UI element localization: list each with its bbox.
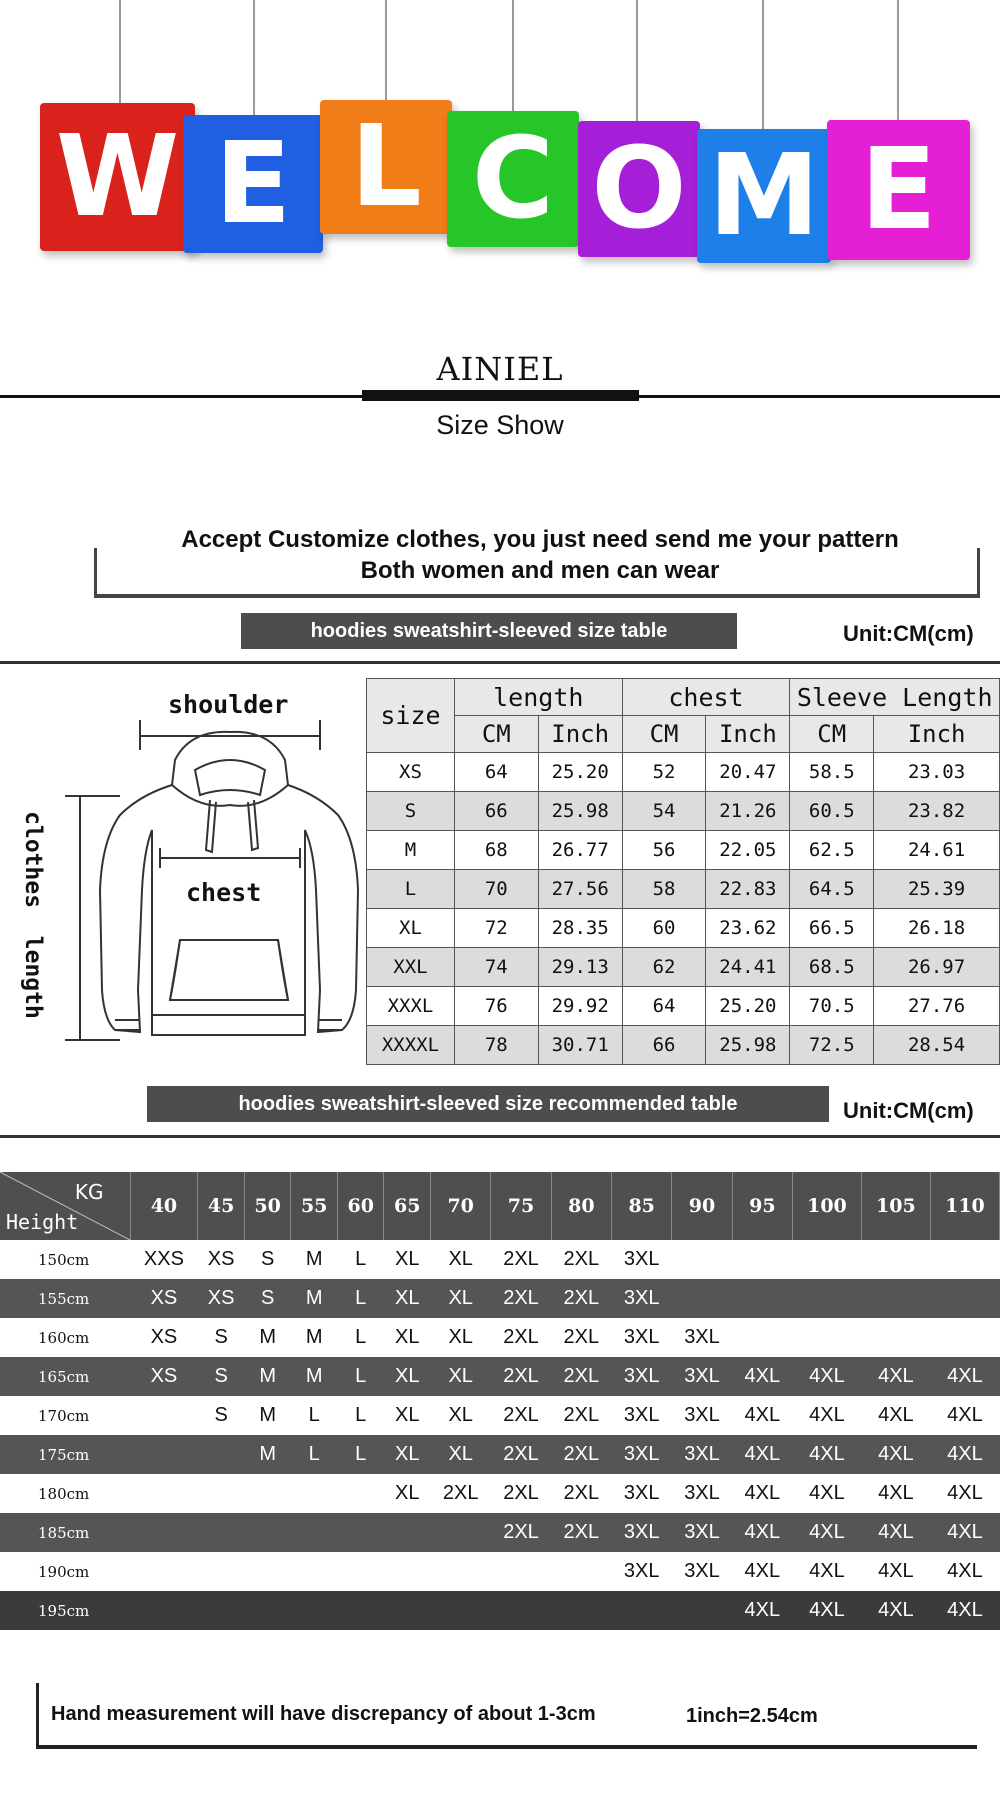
inch-subheader: Inch [706, 716, 790, 753]
discrepancy-note: Hand measurement will have discrepancy of about 1-3cm [51, 1703, 596, 1725]
recommended-row [0, 1396, 1000, 1435]
measurement-cell: 22.05 [706, 831, 790, 870]
size-recommendation-cell: 2XL [551, 1396, 611, 1435]
size-recommendation-cell: M [244, 1357, 291, 1396]
size-recommendation-cell [930, 1240, 999, 1279]
height-cell: 170cm [0, 1396, 130, 1435]
size-recommendation-cell: 2XL [551, 1435, 611, 1474]
weight-header: 80 [551, 1172, 611, 1240]
measurement-cell: 58.5 [790, 753, 874, 792]
size-recommendation-cell: 4XL [861, 1474, 930, 1513]
size-recommendation-cell: 4XL [861, 1513, 930, 1552]
size-recommendation-cell: 3XL [672, 1513, 732, 1552]
shoulder-label: shoulder [168, 690, 289, 719]
size-recommendation-cell: XS [130, 1357, 198, 1396]
size-recommendation-cell: 4XL [861, 1357, 930, 1396]
size-recommendation-cell [672, 1279, 732, 1318]
recommended-row [0, 1240, 1000, 1279]
size-recommendation-cell: 2XL [491, 1396, 551, 1435]
size-recommendation-cell: L [291, 1435, 338, 1474]
size-recommendation-cell [130, 1513, 198, 1552]
measurement-cell: 21.26 [706, 792, 790, 831]
size-recommendation-cell [337, 1513, 384, 1552]
size-recommendation-cell: L [337, 1396, 384, 1435]
weight-header: 110 [930, 1172, 999, 1240]
notice-line-2: Both women and men can wear [360, 557, 720, 584]
size-recommendation-cell: L [337, 1318, 384, 1357]
chest-header: chest [622, 679, 790, 716]
size-recommendation-cell: 4XL [861, 1552, 930, 1591]
size-recommendation-cell: 4XL [732, 1474, 792, 1513]
size-recommendation-cell: 3XL [672, 1474, 732, 1513]
size-recommendation-cell: XL [431, 1318, 491, 1357]
weight-header: 105 [861, 1172, 930, 1240]
size-recommendation-cell [672, 1591, 732, 1630]
inch-subheader: Inch [874, 716, 1000, 753]
size-recommendation-cell: 4XL [792, 1396, 861, 1435]
hoodie-diagram [20, 690, 365, 1070]
size-recommendation-cell: M [244, 1318, 291, 1357]
welcome-card-e2: E [827, 120, 970, 260]
recommended-row [0, 1552, 1000, 1591]
size-recommendation-cell [198, 1552, 245, 1591]
measurement-cell: 26.77 [538, 831, 622, 870]
size-recommendation-cell: 4XL [732, 1357, 792, 1396]
height-cell: 150cm [0, 1240, 130, 1279]
size-recommendation-cell [930, 1279, 999, 1318]
size-recommendation-cell [244, 1552, 291, 1591]
weight-header: 45 [198, 1172, 245, 1240]
size-cell: XXXL [367, 987, 455, 1026]
measurement-cell: 62.5 [790, 831, 874, 870]
size-recommendation-cell: 3XL [612, 1279, 672, 1318]
size-recommendation-cell [792, 1318, 861, 1357]
size-recommendation-cell: 4XL [732, 1396, 792, 1435]
size-recommendation-cell: 2XL [551, 1318, 611, 1357]
measurement-cell: 30.71 [538, 1026, 622, 1065]
size-recommendation-cell: 3XL [672, 1396, 732, 1435]
hanging-string [512, 0, 514, 116]
size-recommendation-cell: XL [384, 1435, 431, 1474]
size-recommendation-cell [384, 1591, 431, 1630]
welcome-card-m: M [697, 129, 831, 263]
measurement-cell: 70 [454, 870, 538, 909]
height-cell: 190cm [0, 1552, 130, 1591]
size-recommendation-cell [291, 1552, 338, 1591]
size-recommendation-cell: 4XL [930, 1357, 999, 1396]
size-recommendation-cell: 2XL [551, 1513, 611, 1552]
size-recommendation-cell: M [244, 1396, 291, 1435]
weight-header: 70 [431, 1172, 491, 1240]
size-row [367, 1026, 1000, 1065]
measurement-cell: 23.82 [874, 792, 1000, 831]
size-cell: XS [367, 753, 455, 792]
size-recommendation-cell [792, 1240, 861, 1279]
size-recommendation-cell: 4XL [930, 1474, 999, 1513]
weight-header: 60 [337, 1172, 384, 1240]
height-cell: 160cm [0, 1318, 130, 1357]
size-recommendation-cell: 2XL [491, 1435, 551, 1474]
height-label: Height [6, 1210, 79, 1234]
size-recommendation-cell: XL [431, 1396, 491, 1435]
weight-header: 95 [732, 1172, 792, 1240]
size-row [367, 948, 1000, 987]
size-recommendation-cell: 4XL [792, 1591, 861, 1630]
measurement-cell: 29.13 [538, 948, 622, 987]
measurement-cell: 27.56 [538, 870, 622, 909]
measurement-cell: 68.5 [790, 948, 874, 987]
size-row [367, 792, 1000, 831]
size-recommendation-cell: L [337, 1279, 384, 1318]
size-recommendation-cell: L [337, 1435, 384, 1474]
hanging-string [253, 0, 255, 120]
size-recommendation-cell: 3XL [612, 1240, 672, 1279]
height-cell: 155cm [0, 1279, 130, 1318]
inch-conversion-note: 1inch=2.54cm [686, 1705, 818, 1727]
measurement-cell: 76 [454, 987, 538, 1026]
size-row [367, 831, 1000, 870]
size-recommendation-cell: 4XL [930, 1435, 999, 1474]
measurement-cell: 52 [622, 753, 706, 792]
measurement-cell: 60 [622, 909, 706, 948]
measurement-cell: 22.83 [706, 870, 790, 909]
size-recommendation-cell: 2XL [491, 1318, 551, 1357]
welcome-card-c: C [447, 111, 579, 247]
measurement-cell: 62 [622, 948, 706, 987]
weight-header: 85 [612, 1172, 672, 1240]
size-recommendation-cell: S [198, 1396, 245, 1435]
size-recommendation-cell: 4XL [792, 1435, 861, 1474]
size-recommendation-cell [291, 1474, 338, 1513]
size-recommendation-cell [792, 1279, 861, 1318]
sleeve-header: Sleeve Length [790, 679, 1000, 716]
page-subtitle: Size Show [436, 410, 564, 440]
measurement-cell: 56 [622, 831, 706, 870]
measurement-cell: 66.5 [790, 909, 874, 948]
size-recommendation-cell [337, 1552, 384, 1591]
hanging-string [385, 0, 387, 106]
weight-header: 90 [672, 1172, 732, 1240]
height-cell: 195cm [0, 1591, 130, 1630]
size-recommendation-cell: 3XL [672, 1318, 732, 1357]
section-divider [0, 1135, 1000, 1138]
size-recommendation-cell: S [198, 1318, 245, 1357]
measurement-cell: 23.62 [706, 909, 790, 948]
size-recommendation-cell: 4XL [732, 1552, 792, 1591]
size-recommendation-cell: 3XL [612, 1357, 672, 1396]
measurement-cell: 60.5 [790, 792, 874, 831]
measurement-cell: 24.41 [706, 948, 790, 987]
size-recommendation-cell: 2XL [491, 1240, 551, 1279]
size-recommendation-cell: 3XL [672, 1435, 732, 1474]
size-recommendation-cell [861, 1279, 930, 1318]
size-recommendation-cell [130, 1591, 198, 1630]
size-recommendation-cell: XL [431, 1357, 491, 1396]
size-recommendation-cell: 3XL [672, 1357, 732, 1396]
size-recommendation-cell: XL [384, 1396, 431, 1435]
size-recommendation-cell [612, 1591, 672, 1630]
measurement-cell: 66 [622, 1026, 706, 1065]
size-recommendation-cell [130, 1396, 198, 1435]
size-recommendation-cell [244, 1513, 291, 1552]
weight-header: 40 [130, 1172, 198, 1240]
recommended-table-banner: hoodies sweatshirt-sleeved size recommended table [147, 1086, 829, 1122]
recommended-row [0, 1513, 1000, 1552]
weight-header: 55 [291, 1172, 338, 1240]
hanging-string [119, 0, 121, 108]
size-recommendation-cell: XXS [130, 1240, 198, 1279]
size-row [367, 870, 1000, 909]
recommended-table [0, 1172, 1000, 1630]
size-row [367, 987, 1000, 1026]
size-recommendation-cell [291, 1513, 338, 1552]
size-recommendation-cell [491, 1591, 551, 1630]
weight-header: 75 [491, 1172, 551, 1240]
measurement-cell: 25.20 [538, 753, 622, 792]
size-table-banner: hoodies sweatshirt-sleeved size table [241, 613, 737, 649]
size-recommendation-cell [384, 1513, 431, 1552]
measurement-cell: 64 [622, 987, 706, 1026]
size-recommendation-cell [291, 1591, 338, 1630]
measurement-cell: 25.20 [706, 987, 790, 1026]
measurement-cell: 70.5 [790, 987, 874, 1026]
kg-label: KG [74, 1180, 104, 1204]
recommended-row [0, 1591, 1000, 1630]
size-recommendation-cell: M [291, 1357, 338, 1396]
size-recommendation-cell [384, 1552, 431, 1591]
length-header: length [454, 679, 622, 716]
size-recommendation-cell: M [291, 1318, 338, 1357]
size-recommendation-cell: 2XL [491, 1357, 551, 1396]
size-recommendation-cell: 2XL [551, 1240, 611, 1279]
weight-header: 100 [792, 1172, 861, 1240]
size-cell: L [367, 870, 455, 909]
size-recommendation-cell: L [337, 1357, 384, 1396]
header-divider-bar [362, 390, 639, 401]
size-cell: S [367, 792, 455, 831]
size-recommendation-cell [930, 1318, 999, 1357]
measurement-cell: 28.35 [538, 909, 622, 948]
size-recommendation-cell: 4XL [930, 1396, 999, 1435]
recommended-row [0, 1279, 1000, 1318]
measurement-cell: 68 [454, 831, 538, 870]
measurement-cell: 64.5 [790, 870, 874, 909]
size-recommendation-cell: S [198, 1357, 245, 1396]
measurement-cell: 24.61 [874, 831, 1000, 870]
hanging-string [636, 0, 638, 124]
measurement-cell: 26.18 [874, 909, 1000, 948]
measurement-cell: 29.92 [538, 987, 622, 1026]
size-recommendation-cell [198, 1591, 245, 1630]
measurement-cell: 23.03 [874, 753, 1000, 792]
size-recommendation-cell [431, 1552, 491, 1591]
measurement-cell: 25.98 [538, 792, 622, 831]
size-recommendation-cell [198, 1474, 245, 1513]
size-recommendation-cell: M [244, 1435, 291, 1474]
height-cell: 180cm [0, 1474, 130, 1513]
kg-height-corner [0, 1172, 130, 1240]
size-recommendation-cell [431, 1591, 491, 1630]
size-recommendation-cell: XL [384, 1474, 431, 1513]
size-recommendation-cell [861, 1240, 930, 1279]
measurement-cell: 25.39 [874, 870, 1000, 909]
size-recommendation-cell [551, 1591, 611, 1630]
size-recommendation-cell: 2XL [431, 1474, 491, 1513]
recommended-row [0, 1318, 1000, 1357]
size-recommendation-cell: 3XL [612, 1435, 672, 1474]
size-recommendation-cell: XL [384, 1357, 431, 1396]
size-recommendation-cell: XL [431, 1240, 491, 1279]
measurement-cell: 20.47 [706, 753, 790, 792]
size-recommendation-cell: 4XL [792, 1552, 861, 1591]
size-recommendation-cell [551, 1552, 611, 1591]
size-row [367, 753, 1000, 792]
size-table-unit: Unit:CM(cm) [843, 621, 974, 646]
measurement-cell: 28.54 [874, 1026, 1000, 1065]
size-recommendation-cell: 3XL [612, 1396, 672, 1435]
size-recommendation-cell: XL [431, 1279, 491, 1318]
size-recommendation-cell: L [337, 1240, 384, 1279]
size-recommendation-cell [672, 1240, 732, 1279]
recommended-table-unit: Unit:CM(cm) [843, 1098, 974, 1123]
inch-subheader: Inch [538, 716, 622, 753]
measurement-cell: 64 [454, 753, 538, 792]
size-cell: XXXXL [367, 1026, 455, 1065]
size-recommendation-cell: 2XL [551, 1279, 611, 1318]
height-cell: 175cm [0, 1435, 130, 1474]
size-recommendation-cell [337, 1591, 384, 1630]
size-recommendation-cell: XL [384, 1318, 431, 1357]
size-recommendation-cell: 3XL [612, 1474, 672, 1513]
size-recommendation-cell: 4XL [861, 1435, 930, 1474]
brand-name: AINIEL [436, 350, 564, 388]
size-recommendation-cell: XL [431, 1435, 491, 1474]
hanging-string [897, 0, 899, 122]
clothes-length-label: clothes length [20, 811, 46, 1019]
hanging-string [762, 0, 764, 130]
size-recommendation-cell [198, 1435, 245, 1474]
recommended-row [0, 1357, 1000, 1396]
size-recommendation-cell: XS [198, 1240, 245, 1279]
size-recommendation-cell: 4XL [930, 1591, 999, 1630]
measurement-cell: 74 [454, 948, 538, 987]
size-recommendation-cell: 2XL [551, 1474, 611, 1513]
welcome-card-l: L [320, 100, 452, 234]
size-recommendation-cell: XS [130, 1279, 198, 1318]
weight-header: 65 [384, 1172, 431, 1240]
size-recommendation-cell: 4XL [861, 1396, 930, 1435]
size-header: size [367, 679, 455, 753]
measurement-cell: 66 [454, 792, 538, 831]
size-recommendation-cell: 4XL [792, 1513, 861, 1552]
cm-subheader: CM [790, 716, 874, 753]
measurement-cell: 58 [622, 870, 706, 909]
size-recommendation-cell: 3XL [612, 1513, 672, 1552]
measurement-cell: 72.5 [790, 1026, 874, 1065]
size-recommendation-cell: 4XL [732, 1591, 792, 1630]
weight-header: 50 [244, 1172, 291, 1240]
size-recommendation-cell: M [291, 1279, 338, 1318]
size-cell: M [367, 831, 455, 870]
size-recommendation-cell: XL [384, 1279, 431, 1318]
size-recommendation-cell: 3XL [612, 1552, 672, 1591]
chest-label: chest [186, 878, 262, 907]
size-recommendation-cell: 4XL [930, 1552, 999, 1591]
size-recommendation-cell: XS [198, 1279, 245, 1318]
size-recommendation-cell: XS [130, 1318, 198, 1357]
size-recommendation-cell [130, 1435, 198, 1474]
size-recommendation-cell: 4XL [861, 1591, 930, 1630]
size-recommendation-cell: 4XL [930, 1513, 999, 1552]
recommended-row [0, 1435, 1000, 1474]
size-recommendation-cell [130, 1474, 198, 1513]
size-recommendation-cell: L [291, 1396, 338, 1435]
welcome-card-w: W [40, 103, 195, 251]
size-recommendation-cell [337, 1474, 384, 1513]
section-divider [0, 661, 1000, 664]
measurement-cell: 27.76 [874, 987, 1000, 1026]
measurement-cell: 26.97 [874, 948, 1000, 987]
size-recommendation-cell: 2XL [491, 1279, 551, 1318]
size-recommendation-cell [732, 1240, 792, 1279]
size-cell: XL [367, 909, 455, 948]
cm-subheader: CM [622, 716, 706, 753]
size-recommendation-cell [491, 1552, 551, 1591]
size-row [367, 909, 1000, 948]
size-recommendation-cell: 4XL [732, 1435, 792, 1474]
size-recommendation-cell [244, 1474, 291, 1513]
size-recommendation-cell: 2XL [491, 1474, 551, 1513]
measurement-cell: 72 [454, 909, 538, 948]
size-recommendation-cell [244, 1591, 291, 1630]
size-recommendation-cell [732, 1279, 792, 1318]
size-recommendation-cell: 4XL [732, 1513, 792, 1552]
recommended-row [0, 1474, 1000, 1513]
size-recommendation-cell [861, 1318, 930, 1357]
size-recommendation-cell: 3XL [612, 1318, 672, 1357]
size-recommendation-cell: M [291, 1240, 338, 1279]
size-recommendation-cell: XL [384, 1240, 431, 1279]
notice-line-1: Accept Customize clothes, you just need send me your pattern [181, 526, 899, 553]
size-recommendation-cell [732, 1318, 792, 1357]
size-recommendation-cell: 2XL [551, 1357, 611, 1396]
size-cell: XXL [367, 948, 455, 987]
height-cell: 185cm [0, 1513, 130, 1552]
size-recommendation-cell: 4XL [792, 1357, 861, 1396]
height-cell: 165cm [0, 1357, 130, 1396]
welcome-card-e: E [183, 115, 323, 253]
size-recommendation-cell [431, 1513, 491, 1552]
size-recommendation-cell: 3XL [672, 1552, 732, 1591]
size-table [366, 678, 1000, 1065]
size-recommendation-cell: S [244, 1240, 291, 1279]
size-recommendation-cell [198, 1513, 245, 1552]
size-recommendation-cell [130, 1552, 198, 1591]
measurement-cell: 78 [454, 1026, 538, 1065]
size-recommendation-cell: 2XL [491, 1513, 551, 1552]
measurement-cell: 25.98 [706, 1026, 790, 1065]
measurement-cell: 54 [622, 792, 706, 831]
cm-subheader: CM [454, 716, 538, 753]
size-recommendation-cell: 4XL [792, 1474, 861, 1513]
welcome-card-o: O [578, 121, 700, 257]
size-recommendation-cell: S [244, 1279, 291, 1318]
